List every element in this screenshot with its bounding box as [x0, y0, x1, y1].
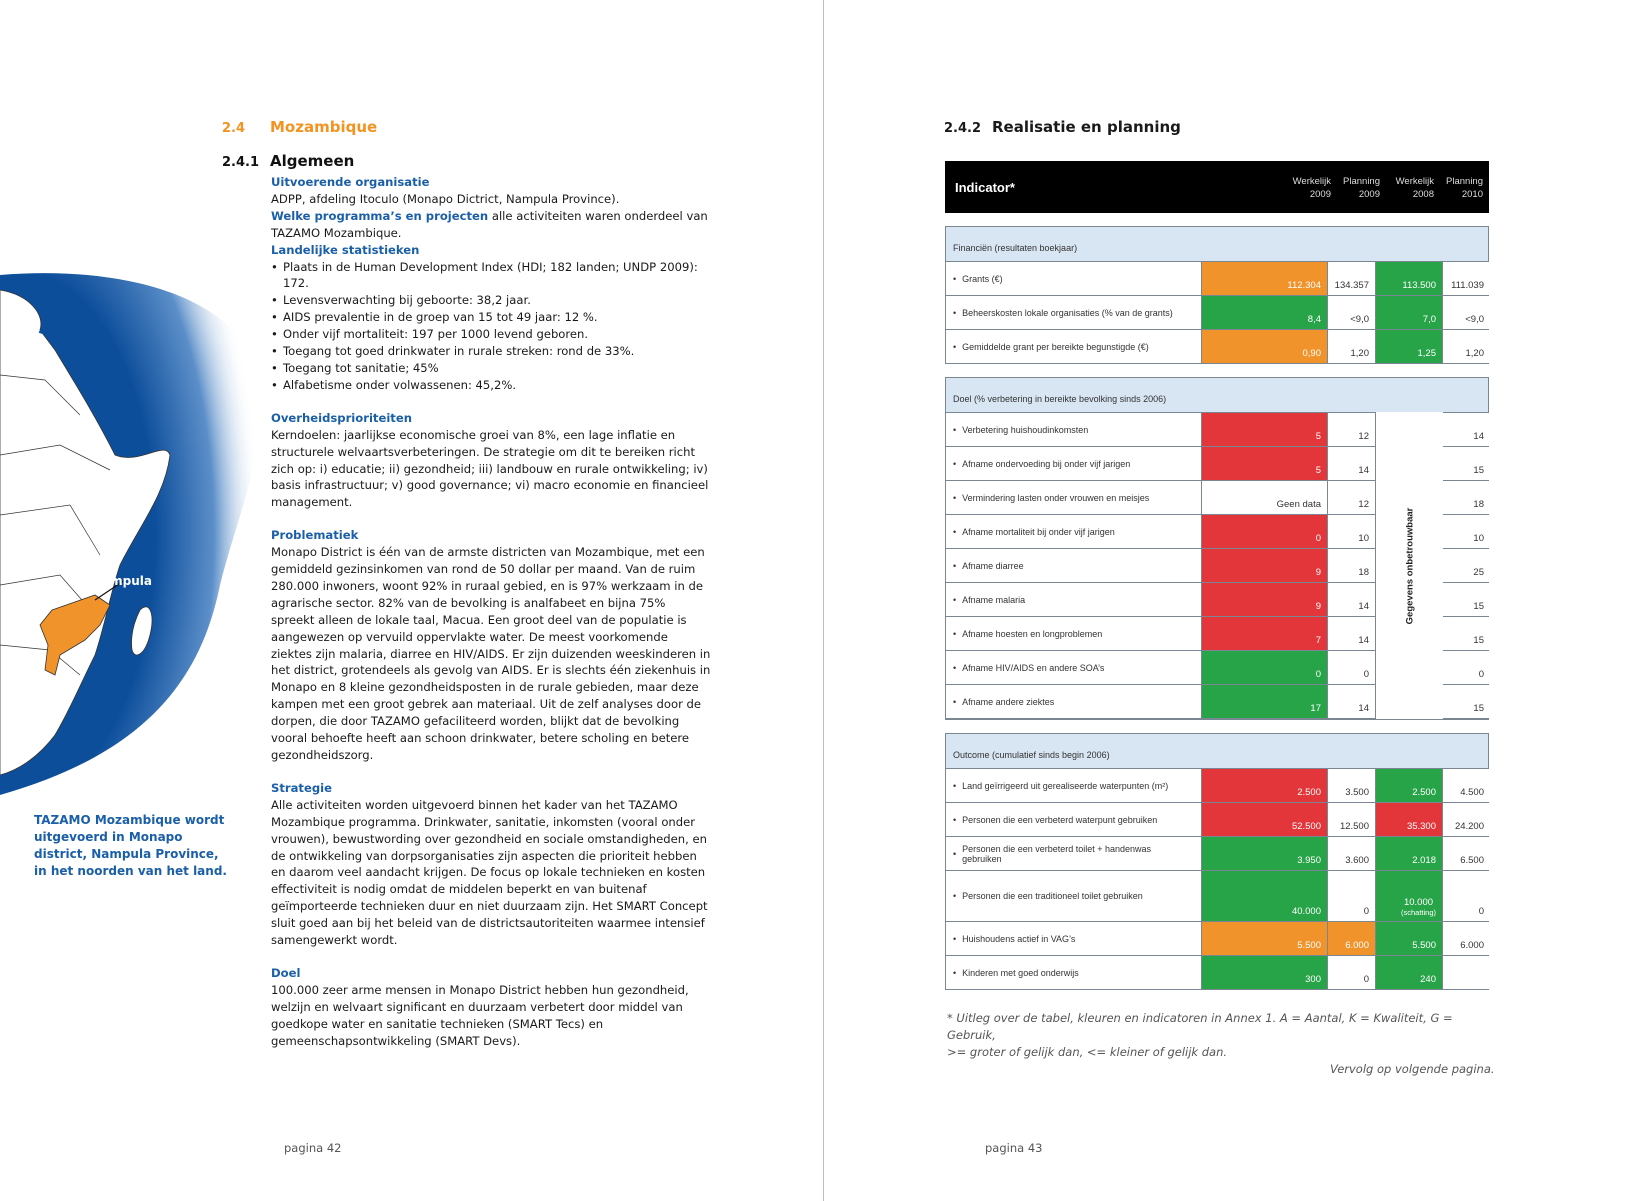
- table-cell: 14: [1442, 413, 1490, 446]
- column-header: Planning 2009: [1343, 176, 1380, 200]
- table-cell: 40.000: [1201, 871, 1327, 921]
- table-cell: 1,20: [1442, 330, 1490, 363]
- table-cell: 14: [1327, 685, 1375, 718]
- table-row: [946, 262, 1488, 296]
- africa-map: [0, 255, 300, 830]
- table-cell: 25: [1442, 549, 1490, 582]
- row-label: • Land geïrrigeerd uit gerealiseerde waterpunten (m²): [953, 769, 1193, 802]
- table-cell: 0: [1442, 871, 1490, 921]
- table-cell: 0: [1327, 871, 1375, 921]
- table-footnote: [947, 1010, 1467, 1061]
- table-cell: 18: [1327, 549, 1375, 582]
- table-cell: 17: [1201, 685, 1327, 718]
- continued-note: Vervolg op volgende pagina.: [1330, 1062, 1495, 1076]
- right-subsection-number: 2.4.2: [944, 121, 982, 136]
- table-cell: 3.500: [1327, 769, 1375, 802]
- table-cell: [1442, 956, 1490, 989]
- table-cell: 24.200: [1442, 803, 1490, 836]
- table-cell: 15: [1442, 685, 1490, 718]
- page-divider: [823, 0, 824, 1201]
- page-number-right: pagina 43: [985, 1141, 1043, 1155]
- table-cell: 0,90: [1201, 330, 1327, 363]
- row-label: • Afname ondervoeding bij onder vijf jarigen: [953, 447, 1193, 480]
- table-cell: 15: [1442, 583, 1490, 616]
- table-row: [946, 871, 1488, 922]
- row-label: • Grants (€): [953, 262, 1193, 295]
- table-cell: Geen data: [1201, 481, 1327, 514]
- table-cell: 300: [1201, 956, 1327, 989]
- table-cell: <9,0: [1327, 296, 1375, 329]
- map-label-nampula: Nampula: [92, 574, 152, 588]
- table-row: [946, 330, 1488, 363]
- row-label: • Afname mortaliteit bij onder vijf jarigen: [953, 515, 1193, 548]
- list-item: • Toegang tot goed drinkwater in rurale streken: rond de 33%.: [271, 343, 711, 360]
- row-label: • Afname HIV/AIDS en andere SOA’s: [953, 651, 1193, 684]
- row-label: • Gemiddelde grant per bereikte begunstigde (€): [953, 330, 1193, 363]
- text-welke: alle activiteiten waren onderdeel van TAZAMO Mozambique.: [271, 208, 708, 240]
- row-label: • Afname hoesten en longproblemen: [953, 617, 1193, 650]
- subsection-number: 2.4.1: [222, 155, 260, 170]
- table-cell: 134.357: [1327, 262, 1375, 295]
- table-cell: 0: [1327, 956, 1375, 989]
- merged-cell-unreliable: Gegevens onbetrouwbaar: [1375, 412, 1443, 719]
- row-label: • Verbetering huishoudinkomsten: [953, 413, 1193, 446]
- table-cell: 0: [1201, 651, 1327, 684]
- subsection-title: Algemeen: [270, 152, 355, 170]
- heading-welke: Welke programma’s en projecten: [271, 208, 489, 223]
- row-label: • Kinderen met goed onderwijs: [953, 956, 1193, 989]
- section-title: Mozambique: [270, 118, 378, 136]
- table-cell: 111.039: [1442, 262, 1490, 295]
- footnote-line: >= groter of gelijk dan, <= kleiner of gelijk dan.: [947, 1045, 1228, 1059]
- row-label: • Personen die een verbeterd waterpunt gebruiken: [953, 803, 1193, 836]
- row-label: • Afname andere ziektes: [953, 685, 1193, 718]
- table-cell: 14: [1327, 617, 1375, 650]
- table-cell: 10: [1442, 515, 1490, 548]
- table-cell: 4.500: [1442, 769, 1490, 802]
- table-cell: 1,20: [1327, 330, 1375, 363]
- table-cell: 2.500: [1375, 769, 1442, 802]
- map-caption: TAZAMO Mozambique wordt uitgevoerd in Monapo district, Nampula Province, in het noorden van het land.: [34, 813, 227, 878]
- table-cell: 14: [1327, 583, 1375, 616]
- section-header: Financiën (resultaten boekjaar): [946, 227, 1488, 262]
- table-cell: 10.000 (schatting): [1375, 871, 1442, 921]
- row-label: • Afname diarree: [953, 549, 1193, 582]
- table-cell: 52.500: [1201, 803, 1327, 836]
- table-cell: 6.500: [1442, 837, 1490, 870]
- table-section: [945, 226, 1489, 364]
- table-cell: 5.500: [1375, 922, 1442, 955]
- table-cell: 7,0: [1375, 296, 1442, 329]
- heading-doel: Doel: [271, 965, 301, 980]
- row-label: • Personen die een traditioneel toilet gebruiken: [953, 871, 1193, 921]
- table-section: [945, 733, 1489, 990]
- table-cell: 12.500: [1327, 803, 1375, 836]
- stats-list: [271, 259, 711, 394]
- right-subsection-heading: [944, 118, 1181, 136]
- table-cell: 5: [1201, 447, 1327, 480]
- table-cell: 7: [1201, 617, 1327, 650]
- table-cell: 8,4: [1201, 296, 1327, 329]
- table-cell: 240: [1375, 956, 1442, 989]
- text-strategie: Alle activiteiten worden uitgevoerd binnen het kader van het TAZAMO Mozambique programma. Drinkwater, sanitatie, inkomsten (vooral onder vrouwen), bewustwording over gezondheid en sociale omstandigheden, en de ontwikkeling van dorpsorganisaties zijn aspecten die prioriteit hebben en daarom veel aandacht krijgen. De focus op lokale technieken en kosten effectiviteit is nodig omdat de middelen beperkt en van buitenaf geïmporteerde technieken duur en niet duurzaam zijn. Het SMART Concept sluit goed aan bij het beleid van de districtsautoriteiten waarmee intensief samengewerkt wordt.: [271, 797, 708, 948]
- table-cell: 9: [1201, 549, 1327, 582]
- table-cell: 12: [1327, 413, 1375, 446]
- table-cell: 0: [1442, 651, 1490, 684]
- table-cell: 112.304: [1201, 262, 1327, 295]
- table-row: [946, 803, 1488, 837]
- subsection-heading: [222, 152, 354, 170]
- list-item: • Toegang tot sanitatie; 45%: [271, 360, 711, 377]
- column-header: Planning 2010: [1446, 176, 1483, 200]
- list-item: • Plaats in de Human Development Index (HDI; 182 landen; UNDP 2009): 172.: [271, 259, 711, 293]
- table-row: [946, 956, 1488, 989]
- table-header: [945, 161, 1489, 213]
- text-overheid: Kerndoelen: jaarlijkse economische groei van 8%, een lage inflatie en structurele welvaartsverbeteringen. De strategie om dit te bereiken richt zich op: i) educatie; ii) gezondheid; iii) landbouw en rurale ontwikkeling; iv) basis infrastructuur; v) good governance; vi) macro economie en financieel management.: [271, 427, 709, 510]
- list-item: • Alfabetisme onder volwassenen: 45,2%.: [271, 377, 711, 394]
- table-cell: 0: [1327, 651, 1375, 684]
- right-subsection-title: Realisatie en planning: [992, 118, 1181, 136]
- column-header: Werkelijk 2008: [1395, 176, 1434, 200]
- table-cell: 5: [1201, 413, 1327, 446]
- text-doel: 100.000 zeer arme mensen in Monapo District hebben hun gezondheid, welzijn en welvaart significant en duurzaam verbetert door middel van goedkope water en sanitatie technieken (SMART Tecs) en gemeenschapsontwikkeling (SMART Devs).: [271, 982, 689, 1048]
- left-body-text: [271, 174, 711, 1050]
- section-heading: [222, 118, 377, 136]
- table-cell: 5.500: [1201, 922, 1327, 955]
- table-row: [946, 922, 1488, 956]
- table-row: [946, 296, 1488, 330]
- table-cell: 14: [1327, 447, 1375, 480]
- row-label: • Vermindering lasten onder vrouwen en meisjes: [953, 481, 1193, 514]
- heading-overheid: Overheidsprioriteiten: [271, 410, 412, 425]
- list-item: • Levensverwachting bij geboorte: 38,2 jaar.: [271, 292, 711, 309]
- heading-uitvoerende: Uitvoerende organisatie: [271, 175, 430, 189]
- section-header: Outcome (cumulatief sinds begin 2006): [946, 734, 1488, 769]
- table-cell: 15: [1442, 617, 1490, 650]
- table-row: [946, 837, 1488, 871]
- section-number: 2.4: [222, 121, 246, 136]
- table-cell: 2.500: [1201, 769, 1327, 802]
- row-label: • Beheerskosten lokale organisaties (% van de grants): [953, 296, 1193, 329]
- text-uitvoerende: ADPP, afdeling Itoculo (Monapo Dictrict, Nampula Province).: [271, 191, 620, 206]
- page-number-left: pagina 42: [284, 1141, 342, 1155]
- indicator-header: Indicator*: [955, 180, 1015, 195]
- heading-strategie: Strategie: [271, 780, 332, 795]
- table-cell: 35.300: [1375, 803, 1442, 836]
- text-problematiek: Monapo District is één van de armste districten van Mozambique, met een gemiddeld gezinsinkomen van rond de 50 dollar per maand. Van de ruim 280.000 inwoners, woont 92% in ruraal gebied, en is 97% werkzaam in de agrarische sector. 82% van de bevolking is analfabeet en bijna 75% spreekt alleen de lokale taal, Macua. Een groot deel van de populatie is aangewezen op vervuild oppervlakte water. De meest voorkomende ziektes zijn malaria, diarree en HIV/AIDS. Er zijn duizenden weeskinderen in het district, grotendeels als gevolg van AIDS. Er is slechts één ziekenhuis in Monapo en 8 kleine gezondheidsposten in de rurale gebieden, maar deze kampen met een groot gebrek aan materiaal. Uit de zelf analyses door de dorpen, die door TAZAMO gefaciliteerd worden, blijkt dat de bevolking vooral behoefte heeft aan schoon drinkwater, betere scholing en betere gezondheidszorg.: [271, 545, 711, 762]
- table-cell: <9,0: [1442, 296, 1490, 329]
- section-header: Doel (% verbetering in bereikte bevolking sinds 2006): [946, 378, 1488, 413]
- row-label: • Personen die een verbeterd toilet + handenwas gebruiken: [953, 837, 1193, 870]
- table-cell: 2.018: [1375, 837, 1442, 870]
- column-header: Werkelijk 2009: [1292, 176, 1331, 200]
- table-cell: 12: [1327, 481, 1375, 514]
- table-cell: 18: [1442, 481, 1490, 514]
- list-item: • AIDS prevalentie in de groep van 15 tot 49 jaar: 12 %.: [271, 309, 711, 326]
- table-cell: 1,25: [1375, 330, 1442, 363]
- table-cell: 15: [1442, 447, 1490, 480]
- table-cell: 10: [1327, 515, 1375, 548]
- table-cell: 3.950: [1201, 837, 1327, 870]
- list-item: • Onder vijf mortaliteit: 197 per 1000 levend geboren.: [271, 326, 711, 343]
- table-cell: 3.600: [1327, 837, 1375, 870]
- table-cell: 6.000: [1442, 922, 1490, 955]
- table-cell: 113.500: [1375, 262, 1442, 295]
- paragraph-welke: [271, 208, 711, 242]
- table-cell: 6.000: [1327, 922, 1375, 955]
- row-label: • Afname malaria: [953, 583, 1193, 616]
- heading-landelijke: Landelijke statistieken: [271, 242, 420, 257]
- table-cell: 9: [1201, 583, 1327, 616]
- table-row: [946, 769, 1488, 803]
- heading-problematiek: Problematiek: [271, 528, 359, 543]
- row-label: • Huishoudens actief in VAG’s: [953, 922, 1193, 955]
- indicator-table: [945, 161, 1489, 990]
- footnote-line: * Uitleg over de tabel, kleuren en indicatoren in Annex 1. A = Aantal, K = Kwaliteit, G = Gebruik,: [947, 1011, 1453, 1042]
- table-cell: 0: [1201, 515, 1327, 548]
- table-section: [945, 377, 1489, 720]
